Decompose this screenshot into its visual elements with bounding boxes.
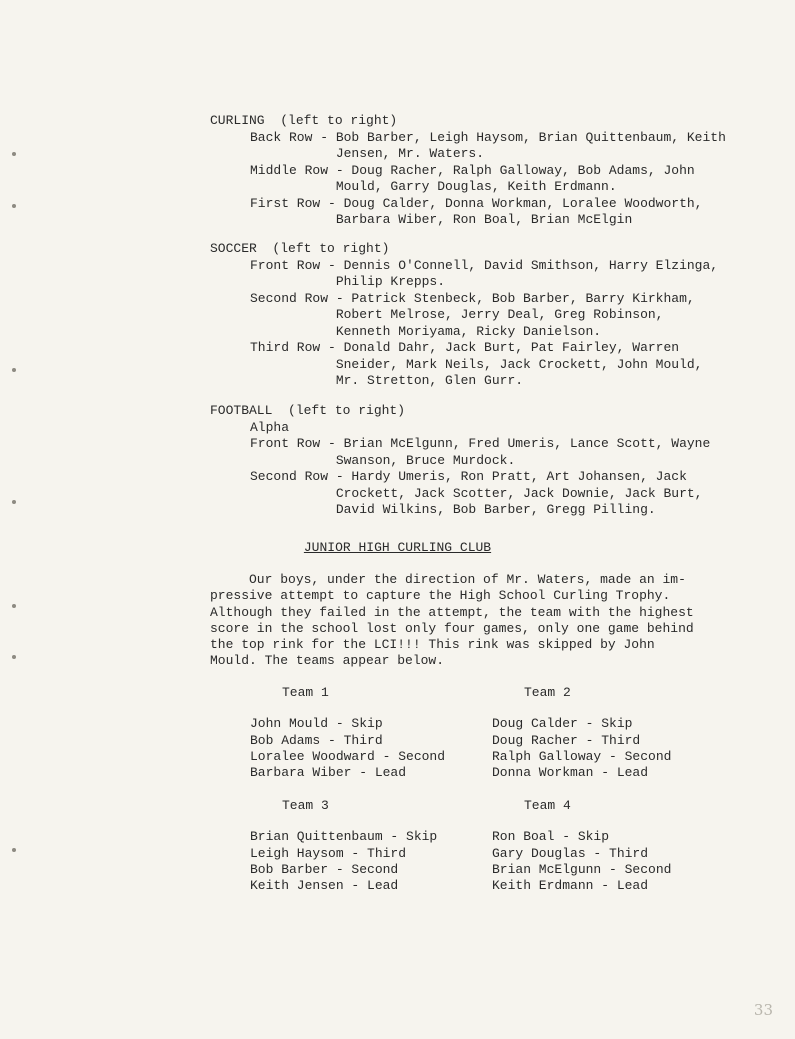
soccer-heading: SOCCER (left to right) xyxy=(210,241,390,256)
text-line: First Row - Doug Calder, Donna Workman, Loralee Woodworth, xyxy=(250,195,703,211)
text-line: score in the school lost only four games, only one game behind xyxy=(210,620,694,636)
team-3-block xyxy=(250,798,437,894)
team-2-block xyxy=(492,685,671,781)
club-paragraph xyxy=(210,572,730,670)
team-member: Loralee Woodward - Second xyxy=(250,748,446,764)
curling-lines xyxy=(210,130,770,229)
team-member: Bob Barber - Second xyxy=(250,861,399,877)
text-line: Third Row - Donald Dahr, Jack Burt, Pat Fairley, Warren xyxy=(250,340,680,355)
football-lines xyxy=(210,420,770,519)
text-line: Barbara Wiber, Ron Boal, Brian McElgin xyxy=(250,212,633,227)
margin-mark xyxy=(12,368,16,372)
text-line: David Wilkins, Bob Barber, Gregg Pilling. xyxy=(250,502,656,517)
margin-mark xyxy=(12,152,16,156)
soccer-section xyxy=(210,241,770,390)
margin-mark xyxy=(12,848,16,852)
football-heading: FOOTBALL (left to right) xyxy=(210,403,406,418)
text-line: the top rink for the LCI!!! This rink was skipped by John xyxy=(210,637,655,653)
team-member: Barbara Wiber - Lead xyxy=(250,765,407,781)
team-member: Brian McElgunn - Second xyxy=(492,861,672,877)
text-line: Second Row - Hardy Umeris, Ron Pratt, Art Johansen, Jack xyxy=(250,469,687,484)
team-4-block xyxy=(492,798,671,894)
team-member: Keith Erdmann - Lead xyxy=(492,878,649,894)
text-line: Second Row - Patrick Stenbeck, Bob Barber, Barry Kirkham, xyxy=(250,290,695,306)
team-member: Doug Racher - Third xyxy=(492,732,641,748)
team-title: Team 1 xyxy=(282,685,329,700)
text-line: Swanson, Bruce Murdock. xyxy=(250,452,516,468)
text-line: Mould, Garry Douglas, Keith Erdmann. xyxy=(250,179,617,194)
team-member: Doug Calder - Skip xyxy=(492,716,633,732)
text-line: Philip Krepps. xyxy=(250,274,446,289)
team-member: Gary Douglas - Third xyxy=(492,845,649,861)
text-line: Kenneth Moriyama, Ricky Danielson. xyxy=(250,323,602,339)
team-member: Donna Workman - Lead xyxy=(492,765,649,781)
football-section xyxy=(210,403,770,519)
team-member: Keith Jensen - Lead xyxy=(250,878,399,894)
team-member: Brian Quittenbaum - Skip xyxy=(250,829,438,845)
text-line: Sneider, Mark Neils, Jack Crockett, John Mould, xyxy=(250,356,703,372)
team-member: Leigh Haysom - Third xyxy=(250,845,407,861)
margin-mark xyxy=(12,204,16,208)
text-line: Front Row - Dennis O'Connell, David Smithson, Harry Elzinga, xyxy=(250,257,719,273)
team-member: Bob Adams - Third xyxy=(250,732,383,748)
text-line: Although they failed in the attempt, the team with the highest xyxy=(210,604,694,620)
team-member: Ralph Galloway - Second xyxy=(492,748,672,764)
text-line: Front Row - Brian McElgunn, Fred Umeris, Lance Scott, Wayne xyxy=(250,436,711,451)
text-line: Mould. The teams appear below. xyxy=(210,653,445,669)
text-line: Robert Melrose, Jerry Deal, Greg Robinson, xyxy=(250,307,664,322)
page-number: 33 xyxy=(753,1001,773,1019)
margin-mark xyxy=(12,604,16,608)
text-line: pressive attempt to capture the High School Curling Trophy. xyxy=(210,588,671,604)
team-title: Team 4 xyxy=(524,798,571,813)
margin-mark xyxy=(12,500,16,504)
text-line: Jensen, Mr. Waters. xyxy=(250,146,485,161)
team-1-block xyxy=(250,685,445,781)
club-title: JUNIOR HIGH CURLING CLUB xyxy=(303,540,492,555)
soccer-lines xyxy=(210,258,770,390)
curling-section xyxy=(210,113,770,229)
team-title: Team 3 xyxy=(282,798,329,813)
team-member: John Mould - Skip xyxy=(250,716,383,732)
team-member: Ron Boal - Skip xyxy=(492,829,610,845)
text-line: Middle Row - Doug Racher, Ralph Galloway, Bob Adams, John xyxy=(250,162,695,178)
text-line: Our boys, under the direction of Mr. Waters, made an im- xyxy=(210,572,686,587)
team-title: Team 2 xyxy=(524,685,571,700)
margin-mark xyxy=(12,655,16,659)
text-line: Crockett, Jack Scotter, Jack Downie, Jack Burt, xyxy=(250,485,703,501)
text-line: Mr. Stretton, Glen Gurr. xyxy=(250,373,524,388)
curling-heading: CURLING (left to right) xyxy=(210,113,398,128)
text-line: Back Row - Bob Barber, Leigh Haysom, Brian Quittenbaum, Keith xyxy=(250,129,726,145)
text-line: Alpha xyxy=(250,419,290,435)
